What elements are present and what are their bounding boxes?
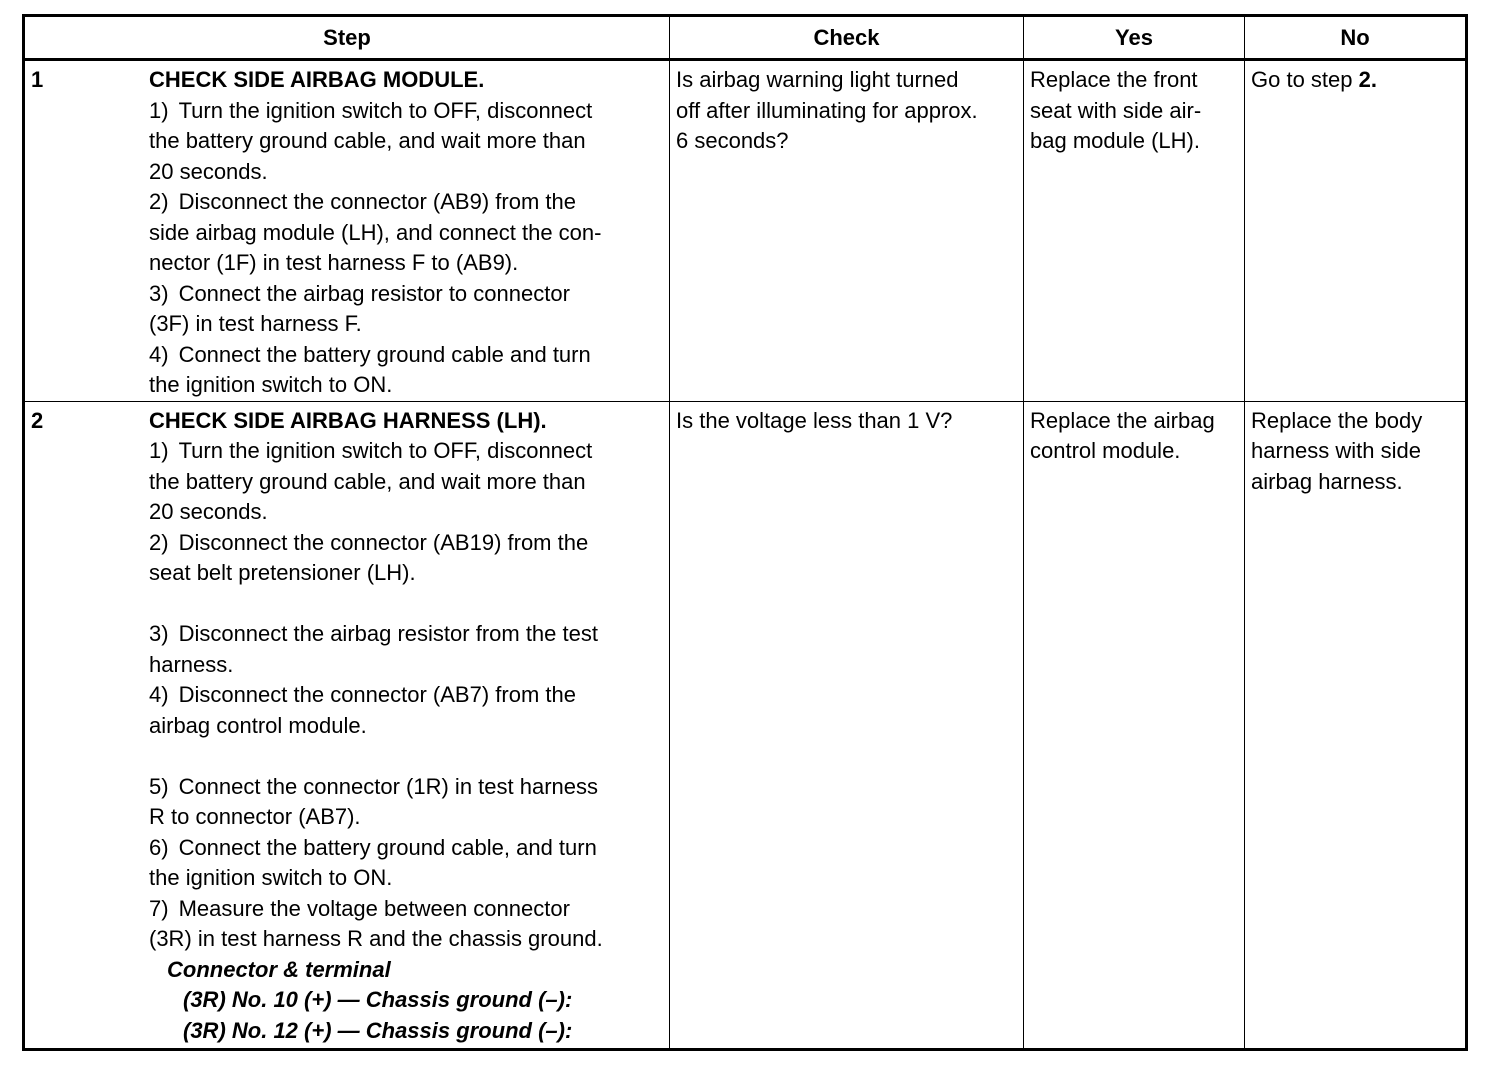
instruction-text: (3F) in test harness F. bbox=[149, 311, 362, 336]
instruction-text: Turn the ignition switch to OFF, disconnect bbox=[178, 97, 593, 123]
instruction-text: Disconnect the connector (AB7) from the bbox=[178, 682, 576, 707]
instruction-text: Measure the voltage between connector bbox=[178, 895, 570, 921]
instruction-text: Disconnect the connector (AB9) from the bbox=[178, 189, 576, 214]
condition-line: (3R) No. 12 (+) — Chassis ground (–): bbox=[183, 1017, 573, 1043]
step-title: CHECK SIDE AIRBAG HARNESS (LH). bbox=[149, 407, 547, 433]
instruction bbox=[149, 96, 665, 188]
no-text: Go to step bbox=[1251, 67, 1359, 92]
table-row bbox=[24, 60, 1467, 402]
instruction-number: 1) bbox=[149, 438, 169, 463]
check-text: off after illuminating for approx. bbox=[676, 97, 978, 123]
instruction-text: the battery ground cable, and wait more than bbox=[149, 128, 586, 153]
step-number: 1 bbox=[31, 67, 44, 92]
instruction-number: 4) bbox=[149, 341, 169, 367]
table-header-row bbox=[24, 16, 1467, 60]
instruction-number: 5) bbox=[149, 773, 169, 799]
check-cell bbox=[670, 60, 1024, 402]
no-text: airbag harness. bbox=[1251, 468, 1403, 494]
header-check: Check bbox=[670, 16, 1024, 60]
instruction bbox=[149, 619, 665, 680]
instruction-text: harness. bbox=[149, 651, 234, 677]
instruction-text: seat belt pretensioner (LH). bbox=[149, 560, 416, 585]
check-cell bbox=[670, 401, 1024, 1049]
instruction-text: Connect the battery ground cable, and turn bbox=[178, 834, 597, 860]
diagnostic-table bbox=[22, 14, 1468, 1051]
header-no: No bbox=[1245, 16, 1467, 60]
instruction bbox=[149, 833, 665, 894]
yes-text: bag module (LH). bbox=[1030, 128, 1200, 153]
instruction-text: nector (1F) in test harness F to (AB9). bbox=[149, 250, 519, 275]
step-body bbox=[149, 61, 669, 401]
check-text: Is airbag warning light turned bbox=[676, 67, 959, 92]
check-text: 6 seconds? bbox=[676, 128, 789, 153]
no-text: Replace the body bbox=[1251, 407, 1423, 433]
instruction-text: the ignition switch to ON. bbox=[149, 865, 393, 890]
yes-text: Replace the airbag bbox=[1030, 407, 1215, 433]
step-title: CHECK SIDE AIRBAG MODULE. bbox=[149, 67, 485, 92]
instruction bbox=[149, 340, 665, 401]
instruction-text: (3R) in test harness R and the chassis ground. bbox=[149, 926, 603, 951]
instruction-text: Connect the connector (1R) in test harness bbox=[178, 773, 599, 799]
instruction-number: 3) bbox=[149, 280, 169, 306]
no-cell bbox=[1245, 401, 1467, 1049]
instruction-text: side airbag module (LH), and connect the con- bbox=[149, 219, 602, 245]
instruction-text: Connect the battery ground cable and turn bbox=[178, 341, 591, 367]
instruction bbox=[149, 187, 665, 279]
no-cell bbox=[1245, 60, 1467, 402]
instruction bbox=[149, 528, 665, 589]
instruction-text: Disconnect the airbag resistor from the test bbox=[178, 621, 598, 646]
instruction-number: 3) bbox=[149, 621, 169, 646]
yes-text: control module. bbox=[1030, 438, 1181, 463]
instruction bbox=[149, 680, 665, 741]
instruction-number: 6) bbox=[149, 834, 169, 860]
step-reference: 2. bbox=[1358, 67, 1377, 92]
step-body bbox=[149, 402, 669, 1047]
instruction-text: airbag control module. bbox=[149, 712, 367, 738]
instruction-number: 2) bbox=[149, 189, 169, 214]
instruction bbox=[149, 894, 665, 955]
no-text: harness with side bbox=[1251, 438, 1421, 463]
header-step: Step bbox=[24, 16, 670, 60]
instruction bbox=[149, 436, 665, 528]
instruction-text: the battery ground cable, and wait more than bbox=[149, 468, 586, 494]
table-row bbox=[24, 401, 1467, 1049]
header-yes: Yes bbox=[1024, 16, 1245, 60]
check-text: Is the voltage less than 1 V? bbox=[676, 407, 953, 433]
condition-title: Connector & terminal bbox=[167, 956, 391, 982]
instruction bbox=[149, 772, 665, 833]
yes-text: seat with side air- bbox=[1030, 97, 1202, 123]
instruction-text: Turn the ignition switch to OFF, disconnect bbox=[178, 438, 593, 463]
step-cell bbox=[24, 401, 670, 1049]
yes-cell bbox=[1024, 60, 1245, 402]
instruction-text: 20 seconds. bbox=[149, 499, 268, 524]
yes-text: Replace the front bbox=[1030, 67, 1198, 92]
instruction-text: R to connector (AB7). bbox=[149, 804, 361, 829]
instruction bbox=[149, 279, 665, 340]
step-cell bbox=[24, 60, 670, 402]
instruction-text: Disconnect the connector (AB19) from the bbox=[178, 529, 589, 555]
condition-line: (3R) No. 10 (+) — Chassis ground (–): bbox=[183, 987, 573, 1012]
yes-cell bbox=[1024, 401, 1245, 1049]
step-number: 2 bbox=[31, 407, 44, 433]
instruction-number: 7) bbox=[149, 895, 169, 921]
instruction-number: 1) bbox=[149, 97, 169, 123]
instruction-number: 4) bbox=[149, 682, 169, 707]
instruction-number: 2) bbox=[149, 529, 169, 555]
instruction-text: Connect the airbag resistor to connector bbox=[178, 280, 570, 306]
instruction-text: 20 seconds. bbox=[149, 158, 268, 184]
instruction-text: the ignition switch to ON. bbox=[149, 372, 393, 397]
